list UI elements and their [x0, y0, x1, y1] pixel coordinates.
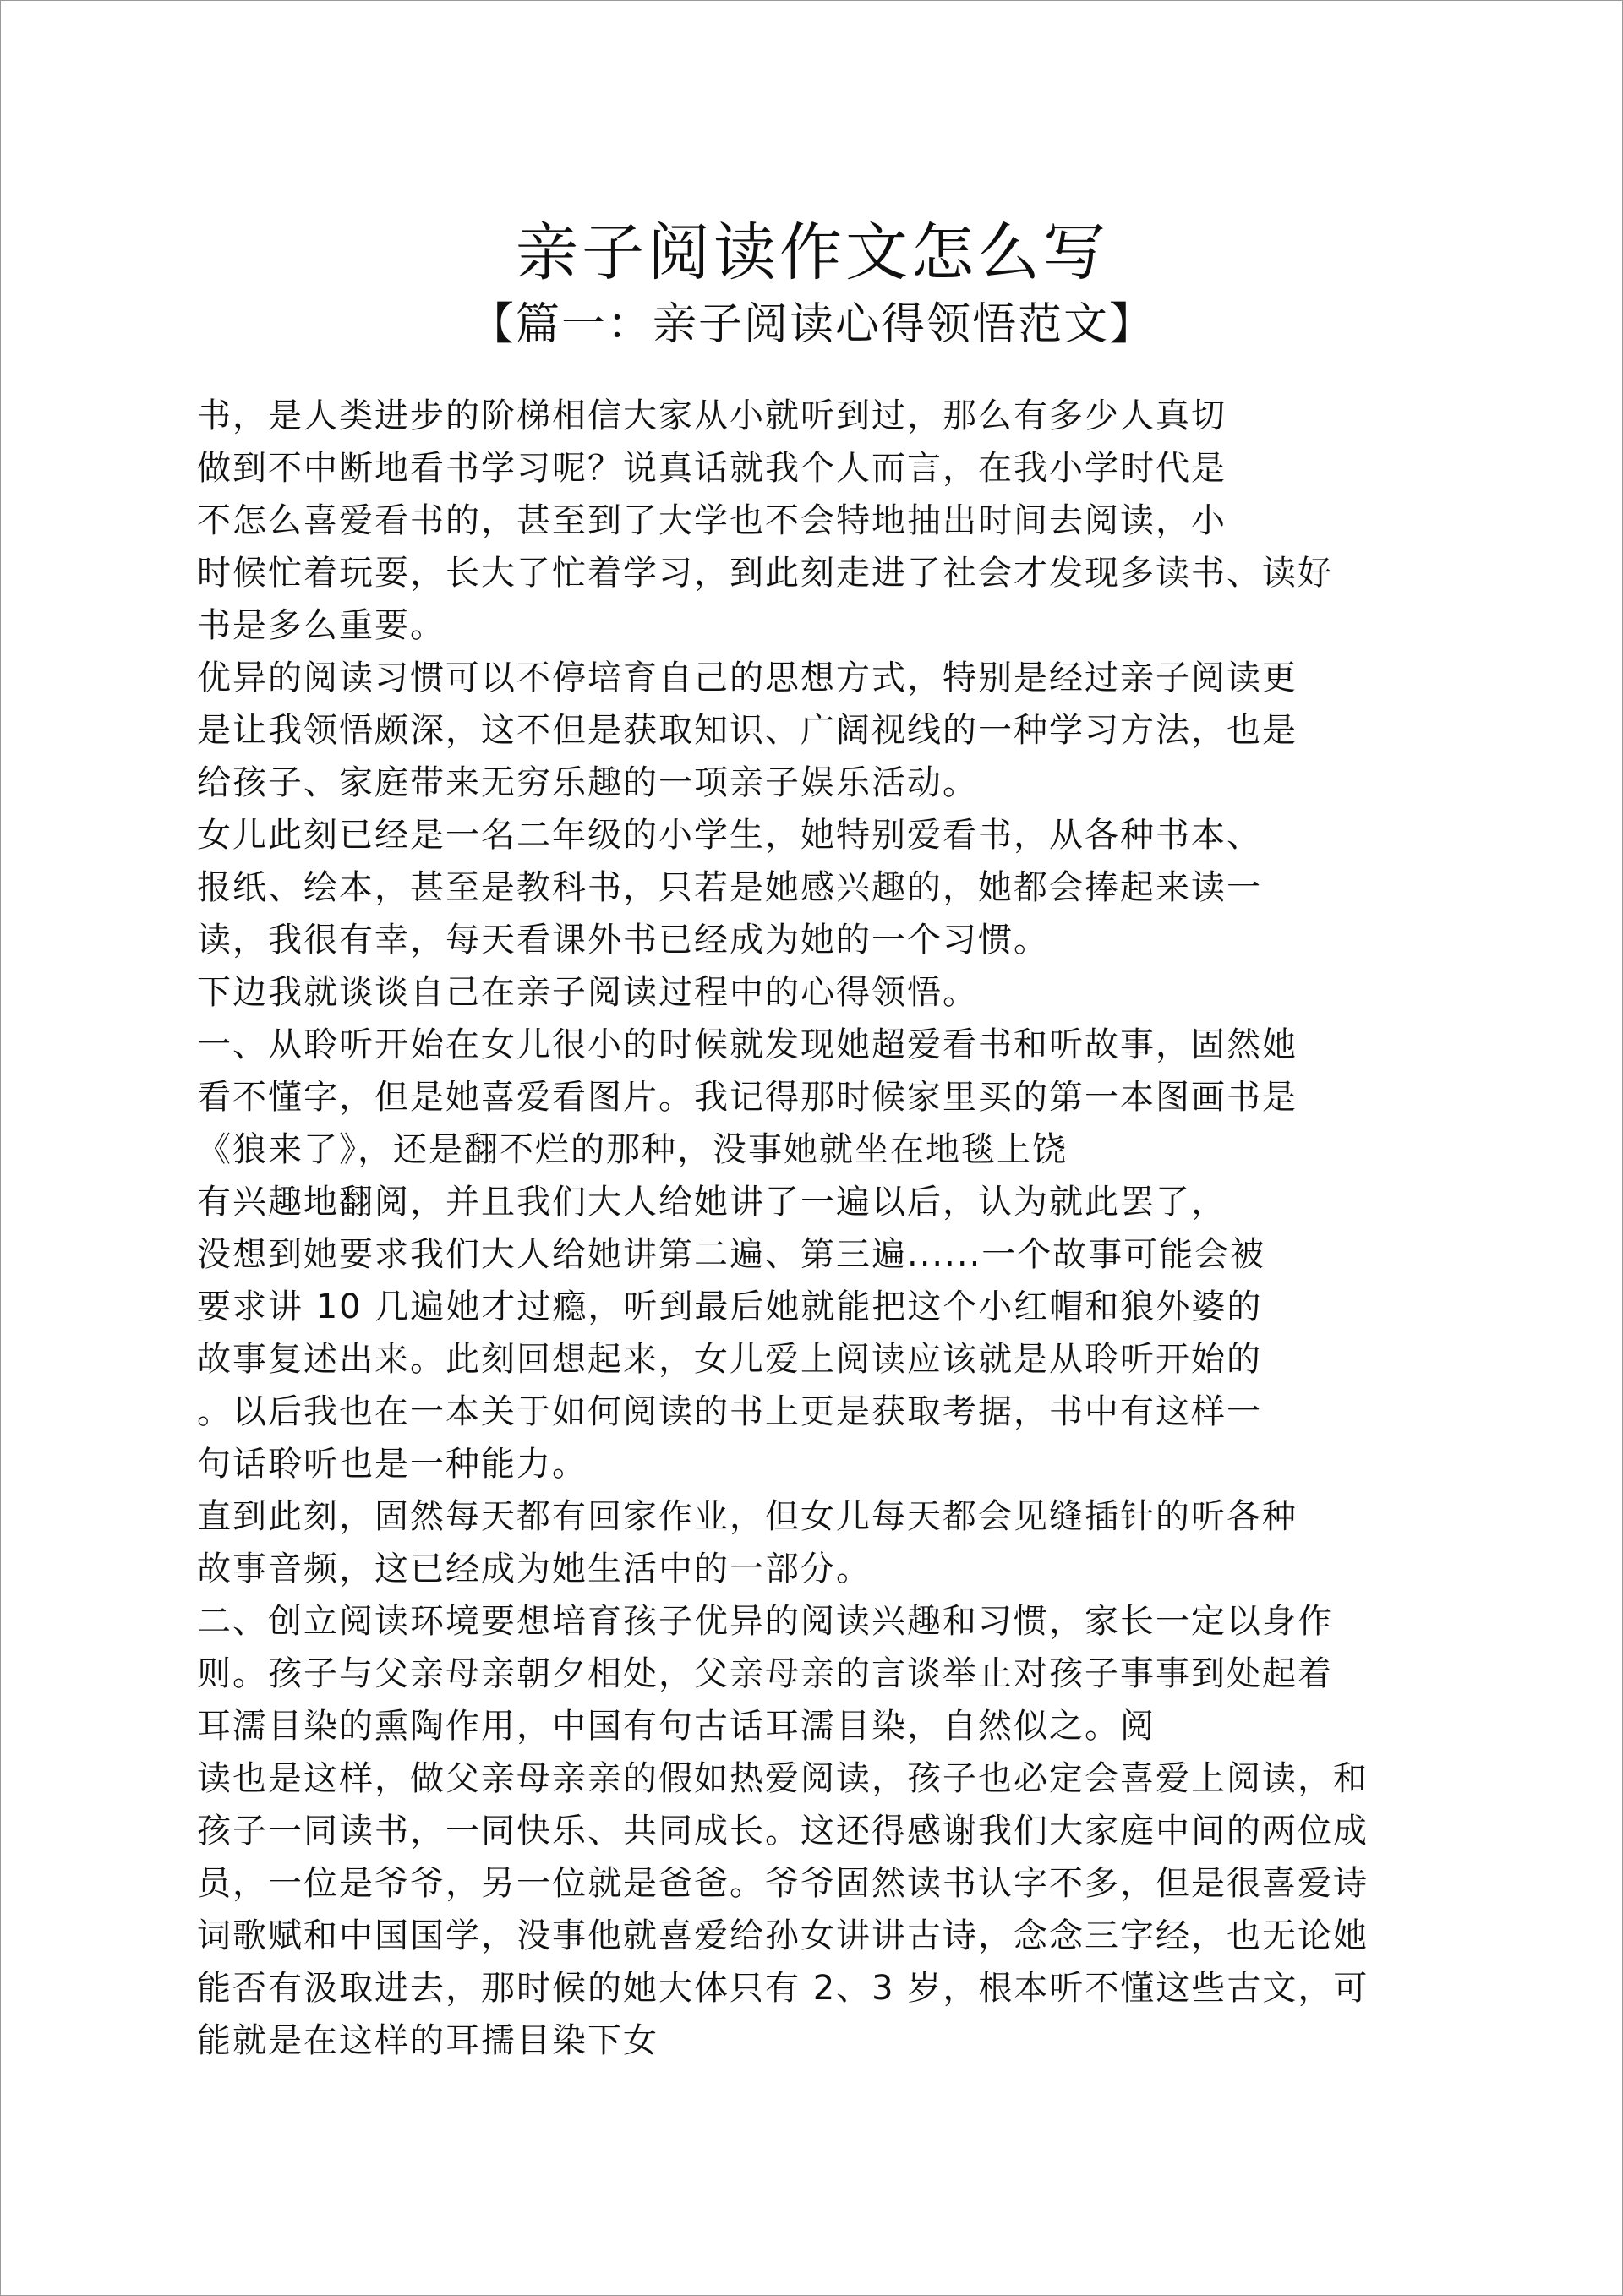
document-title: 亲子阅读作文怎么写 [516, 216, 1109, 289]
text-line-14: 看不懂字，但是她喜爱看图片。我记得那时候家里买的第一本图画书是 [197, 1078, 1298, 1117]
text-line-4: 时候忙着玩耍，长大了忙着学习，到此刻走进了社会才发现多读书、读好 [197, 554, 1333, 593]
text-line-16: 有兴趣地翻阅，并且我们大人给她讲了一遍以后，认为就此罢了， [197, 1183, 1227, 1222]
text-line-26: 耳濡目染的熏陶作用，中国有句古话耳濡目染，自然似之。阅 [197, 1707, 1156, 1746]
text-line-30: 词歌赋和中国国学，没事他就喜爱给孙女讲讲古诗，念念三字经，也无论她 [197, 1916, 1369, 1955]
text-line-18: 要求讲 10 几遍她才过瘾，听到最后她就能把这个小红帽和狼外婆的 [197, 1287, 1263, 1326]
text-line-19: 故事复述出来。此刻回想起来，女儿爱上阅读应该就是从聆听开始的 [197, 1340, 1262, 1379]
text-line-27: 读也是这样，做父亲母亲亲的假如热爱阅读，孩子也必定会喜爱上阅读，和 [197, 1759, 1369, 1798]
text-line-12: 下边我就谈谈自己在亲子阅读过程中的心得领悟。 [197, 973, 978, 1012]
document-body [197, 390, 1465, 2067]
text-line-22: 直到此刻，固然每天都有回家作业，但女儿每天都会见缝插针的听各种 [197, 1497, 1298, 1536]
text-line-15: 《狼来了》，还是翻不烂的那种，没事她就坐在地毯上饶 [197, 1130, 1068, 1169]
text-line-11: 读，我很有幸，每天看课外书已经成为她的一个习惯。 [197, 921, 1049, 959]
text-line-6: 优异的阅读习惯可以不停培育自己的思想方式，特别是经过亲子阅读更 [197, 659, 1298, 697]
text-line-23: 故事音频，这已经成为她生活中的一部分。 [197, 1550, 872, 1588]
text-line-21: 句话聆听也是一种能力。 [197, 1445, 587, 1484]
text-line-25: 则。孩子与父亲母亲朝夕相处，父亲母亲的言谈举止对孩子事事到处起着 [197, 1654, 1333, 1693]
text-line-29: 员，一位是爷爷，另一位就是爸爸。爷爷固然读书认字不多，但是很喜爱诗 [197, 1864, 1369, 1903]
text-line-13: 一、从聆听开始在女儿很小的时候就发现她超爱看书和听故事，固然她 [197, 1025, 1298, 1064]
text-line-17: 没想到她要求我们大人给她讲第二遍、第三遍......一个故事可能会被 [197, 1235, 1266, 1274]
text-line-5: 书是多么重要。 [197, 606, 445, 645]
text-line-8: 给孩子、家庭带来无穷乐趣的一项亲子娱乐活动。 [197, 763, 978, 802]
text-line-1: 书，是人类进步的阶梯相信大家从小就听到过，那么有多少人真切 [197, 396, 1227, 435]
text-line-32: 能就是在这样的耳擩目染下女 [197, 2021, 658, 2060]
text-line-28: 孩子一同读书，一同快乐、共同成长。这还得感谢我们大家庭中间的两位成 [197, 1812, 1369, 1850]
text-line-31: 能否有汲取进去，那时候的她大体只有 2、3 岁，根本听不懂这些古文，可 [197, 1969, 1369, 2008]
text-line-10: 报纸、绘本，甚至是教科书，只若是她感兴趣的，她都会捧起来读一 [197, 868, 1262, 907]
text-line-3: 不怎么喜爱看书的，甚至到了大学也不会特地抽出时间去阅读，小 [197, 501, 1227, 540]
text-line-9: 女儿此刻已经是一名二年级的小学生，她特别爱看书，从各种书本、 [197, 816, 1262, 855]
text-line-24: 二、创立阅读环境要想培育孩子优异的阅读兴趣和习惯，家长一定以身作 [197, 1602, 1333, 1641]
text-line-2: 做到不中断地看书学习呢？说真话就我个人而言，在我小学时代是 [197, 449, 1227, 488]
section-heading: 【篇一：亲子阅读心得领悟范文】 [469, 299, 1155, 350]
text-line-7: 是让我领悟颇深，这不但是获取知识、广阔视线的一种学习方法，也是 [197, 711, 1298, 750]
text-line-20: 。以后我也在一本关于如何阅读的书上更是获取考据，书中有这样一 [197, 1392, 1262, 1431]
